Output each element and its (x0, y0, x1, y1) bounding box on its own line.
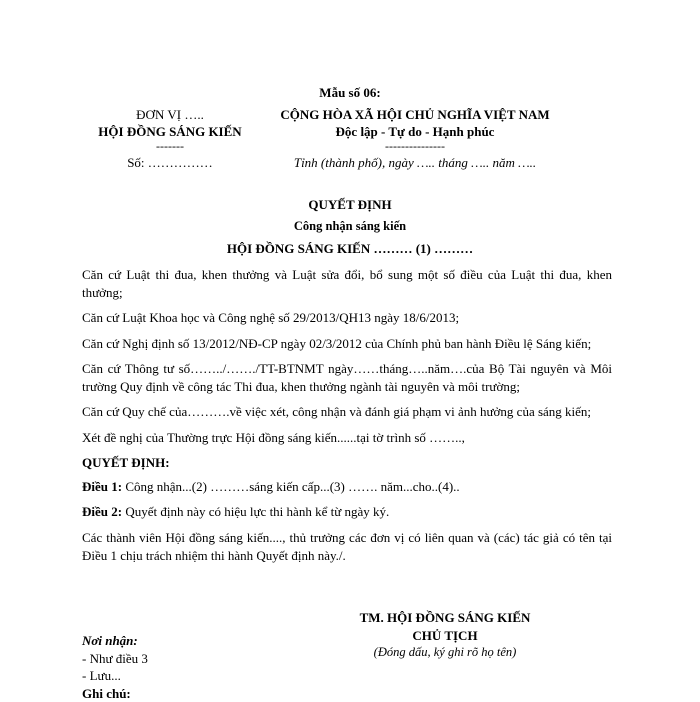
recipient-item: - Lưu... (82, 668, 121, 684)
national-header (255, 106, 575, 171)
article-2 (82, 503, 612, 521)
document-subtitle: Công nhận sáng kiến (293, 218, 407, 233)
signature-title: TM. HỘI ĐỒNG SÁNG KIẾN (359, 610, 531, 625)
preamble-paragraph: Căn cứ Quy chế của……….về việc xét, công nhận và đánh giá phạm vi ảnh hưởng của sáng kiến; (82, 404, 592, 420)
recipient-item: - Như điều 3 (82, 650, 148, 666)
article-1 (82, 478, 612, 496)
signature-block (330, 609, 560, 661)
signature-position: CHỦ TỊCH (412, 627, 478, 643)
document-number: Số: …………… (127, 155, 213, 170)
preamble-paragraph: Xét đề nghị của Thường trực Hội đồng sáng kiến......tại tờ trình số …….., (82, 429, 465, 445)
preamble-paragraph: Căn cứ Nghị định số 13/2012/NĐ-CP ngày 02/3/2012 của Chính phủ ban hành Điều lệ Sáng kiến; (82, 335, 592, 351)
unit-name: ĐƠN VỊ ….. (136, 107, 204, 122)
article-text: Quyết định này có hiệu lực thi hành kể từ ngày ký. (122, 504, 390, 520)
document-body (82, 266, 612, 572)
preamble-paragraph: Căn cứ Thông tư số……../……./TT-BTNMT ngày……tháng…..năm….của Bộ Tài nguyên và Môi trường Quy định về công tác Thi đua, khen thưởng ngành tài nguyên và môi trường; (82, 361, 612, 394)
article-label: Điều 2: (82, 504, 123, 520)
note-label: Ghi chú: (82, 685, 131, 701)
left-separator: ------- (156, 139, 184, 153)
right-separator: --------------- (385, 139, 445, 153)
preamble-paragraph: Căn cứ Luật thi đua, khen thưởng và Luật sửa đổi, bổ sung một số điều của Luật thi đua, khen thưởng; (82, 267, 612, 300)
recipients-label: Nơi nhận: (82, 633, 138, 648)
recipients-block (82, 632, 282, 702)
issuing-unit-header (60, 106, 280, 171)
document-title: QUYẾT ĐỊNH (308, 197, 392, 212)
closing-paragraph: Các thành viên Hội đồng sáng kiến...., thủ trưởng các đơn vị có liên quan và (các) tác giả có tên tại Điều 1 chịu trách nhiệm thi hành Quyết định này./. (82, 530, 612, 563)
article-text: Công nhận...(2) ………sáng kiến cấp...(3) ……. năm...cho..(4).. (122, 478, 460, 494)
council-name: HỘI ĐỒNG SÁNG KIẾN (98, 124, 242, 139)
place-date: Tỉnh (thành phố), ngày ….. tháng ….. năm ….. (293, 155, 537, 170)
decides-heading: QUYẾT ĐỊNH: (82, 455, 170, 471)
preamble-paragraph: Căn cứ Luật Khoa học và Công nghệ số 29/2013/QH13 ngày 18/6/2013; (82, 310, 460, 326)
article-label: Điều 1: (82, 478, 123, 494)
form-number: Mẫu số 06: (319, 85, 381, 100)
national-motto: Độc lập - Tự do - Hạnh phúc (335, 124, 495, 139)
signature-instruction: (Đóng dấu, ký ghi rõ họ tên) (373, 645, 517, 660)
country-name: CỘNG HÒA XÃ HỘI CHỦ NGHĨA VIỆT NAM (280, 107, 550, 122)
document-title-block (0, 196, 700, 258)
issuing-authority: HỘI ĐỒNG SÁNG KIẾN ……… (1) ……… (226, 241, 474, 257)
